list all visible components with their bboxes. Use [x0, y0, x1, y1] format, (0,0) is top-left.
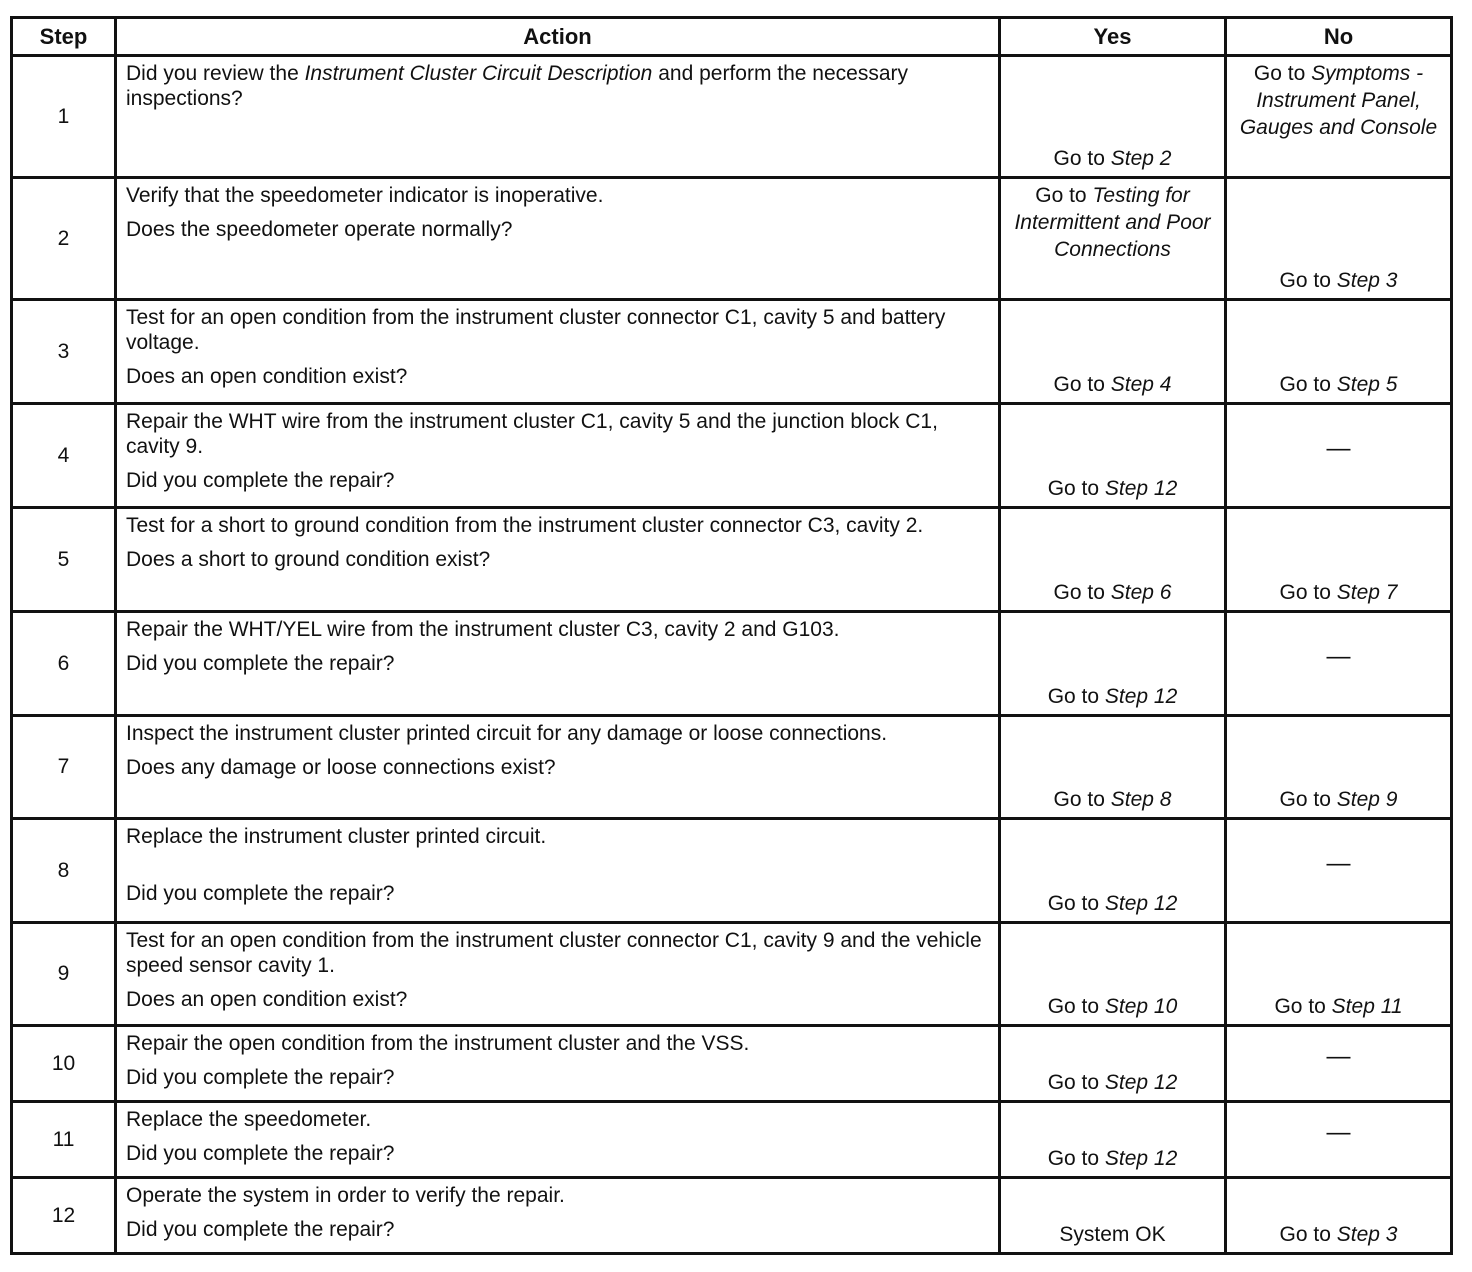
table-row: [12, 612, 1452, 716]
action-cell: [116, 300, 1000, 404]
no-step-link[interactable]: Step 5: [1336, 373, 1398, 396]
action-question: Did you complete the repair?: [126, 1218, 395, 1241]
no-cell: [1226, 819, 1452, 923]
diagnostic-table: [10, 16, 1453, 1255]
no-dash: —: [1326, 435, 1351, 462]
yes-step-link[interactable]: Step 12: [1104, 892, 1178, 915]
action-text: Operate the system in order to verify the repair.: [126, 1184, 565, 1207]
no-step-link[interactable]: Step 3: [1336, 1223, 1398, 1246]
yes-result: System OK: [1059, 1223, 1166, 1246]
step-number: 3: [12, 300, 116, 404]
yes-cell: Go to Step 8: [1000, 716, 1226, 819]
yes-step-link[interactable]: Step 6: [1110, 581, 1172, 604]
header-yes: Yes: [1000, 18, 1226, 56]
action-text: Test for an open condition from the instrument cluster connector C1, cavity 9 and the vehicle speed sensor cavity 1.: [126, 929, 982, 977]
action-question: Does any damage or loose connections exist?: [126, 756, 556, 779]
step-number: 8: [12, 819, 116, 923]
action-text: Repair the WHT/YEL wire from the instrument cluster C3, cavity 2 and G103.: [126, 618, 840, 641]
no-cell: Go to Step 9: [1226, 716, 1452, 819]
yes-cell: [1000, 1178, 1226, 1254]
step-number: 4: [12, 404, 116, 508]
table-row: [12, 923, 1452, 1026]
no-step-link[interactable]: Step 11: [1331, 995, 1403, 1018]
action-text: Did you review the Instrument Cluster Circuit Description and perform the necessary inspections?: [126, 62, 909, 110]
header-no: No: [1226, 18, 1452, 56]
table-row: [12, 56, 1452, 178]
no-cell: Go to Step 11: [1226, 923, 1452, 1026]
table-row: [12, 508, 1452, 612]
yes-cell: Go to Step 12: [1000, 404, 1226, 508]
yes-cell: Go to Step 12: [1000, 612, 1226, 716]
table-row: [12, 1178, 1452, 1254]
step-number: 1: [12, 56, 116, 178]
action-text: Repair the WHT wire from the instrument cluster C1, cavity 5 and the junction block C1, cavity 9.: [126, 410, 938, 458]
yes-step-link[interactable]: Step 4: [1110, 373, 1172, 396]
action-reference: Instrument Cluster Circuit Description: [304, 62, 653, 85]
yes-cell: Go to Step 12: [1000, 819, 1226, 923]
no-cell: [1226, 1102, 1452, 1178]
step-number: 9: [12, 923, 116, 1026]
step-number: 12: [12, 1178, 116, 1254]
action-cell: [116, 612, 1000, 716]
table-row: [12, 404, 1452, 508]
action-question: Did you complete the repair?: [126, 652, 395, 675]
action-cell: [116, 178, 1000, 300]
table-row: [12, 300, 1452, 404]
action-cell: [116, 716, 1000, 819]
action-text: Verify that the speedometer indicator is inoperative.: [126, 184, 604, 207]
no-cell: Go to Step 5: [1226, 300, 1452, 404]
action-cell: [116, 1102, 1000, 1178]
action-question: Did you complete the repair?: [126, 1142, 395, 1165]
header-step: Step: [12, 18, 116, 56]
table-row: [12, 819, 1452, 923]
no-cell: [1226, 612, 1452, 716]
step-number: 11: [12, 1102, 116, 1178]
action-text: Replace the speedometer.: [126, 1108, 372, 1131]
table-row: [12, 1026, 1452, 1102]
action-cell: [116, 508, 1000, 612]
no-dash: —: [1326, 1043, 1351, 1070]
no-step-link[interactable]: Step 9: [1336, 788, 1398, 811]
step-number: 5: [12, 508, 116, 612]
yes-cell: Go to Step 2: [1000, 56, 1226, 178]
action-question: Does an open condition exist?: [126, 988, 408, 1011]
action-cell: [116, 404, 1000, 508]
step-number: 2: [12, 178, 116, 300]
action-cell: [116, 1026, 1000, 1102]
action-cell: [116, 923, 1000, 1026]
table-row: [12, 178, 1452, 300]
yes-cell: Go to Testing for Intermittent and Poor Connections: [1000, 178, 1226, 300]
yes-cell: Go to Step 10: [1000, 923, 1226, 1026]
action-text: Replace the instrument cluster printed circuit.: [126, 825, 547, 848]
yes-cell: Go to Step 12: [1000, 1026, 1226, 1102]
no-dash: —: [1326, 643, 1351, 670]
no-step-link[interactable]: Step 7: [1336, 581, 1398, 604]
yes-step-link[interactable]: Step 12: [1104, 1071, 1178, 1094]
action-question: Does a short to ground condition exist?: [126, 548, 491, 571]
no-step-link[interactable]: Step 3: [1336, 269, 1398, 292]
yes-step-link[interactable]: Step 12: [1104, 1147, 1178, 1170]
action-question: Did you complete the repair?: [126, 469, 395, 492]
step-number: 6: [12, 612, 116, 716]
header-row: [12, 18, 1452, 56]
action-question: Did you complete the repair?: [126, 882, 395, 905]
no-cell: Go to Step 7: [1226, 508, 1452, 612]
action-text: Inspect the instrument cluster printed circuit for any damage or loose connections.: [126, 722, 888, 745]
action-question: Does the speedometer operate normally?: [126, 218, 513, 241]
no-cell: Go to Symptoms - Instrument Panel, Gauges and Console: [1226, 56, 1452, 178]
header-action: Action: [116, 18, 1000, 56]
no-cell: Go to Step 3: [1226, 1178, 1452, 1254]
yes-step-link[interactable]: Testing for Intermittent and Poor Connections: [1014, 184, 1211, 261]
yes-step-link[interactable]: Step 8: [1110, 788, 1172, 811]
yes-cell: Go to Step 6: [1000, 508, 1226, 612]
action-text: Test for a short to ground condition from the instrument cluster connector C3, cavity 2.: [126, 514, 924, 537]
no-dash: —: [1326, 850, 1351, 877]
action-question: Does an open condition exist?: [126, 365, 408, 388]
yes-step-link[interactable]: Step 12: [1104, 685, 1178, 708]
no-dash: —: [1326, 1119, 1351, 1146]
step-number: 7: [12, 716, 116, 819]
no-cell: [1226, 404, 1452, 508]
no-cell: [1226, 1026, 1452, 1102]
yes-cell: Go to Step 4: [1000, 300, 1226, 404]
action-text: Repair the open condition from the instrument cluster and the VSS.: [126, 1032, 750, 1055]
action-cell: [116, 819, 1000, 923]
action-cell: [116, 56, 1000, 178]
action-question: Did you complete the repair?: [126, 1066, 395, 1089]
yes-step-link[interactable]: Step 12: [1104, 477, 1178, 500]
no-step-link[interactable]: Symptoms - Instrument Panel, Gauges and Console: [1239, 62, 1438, 139]
table-row: [12, 716, 1452, 819]
table-row: [12, 1102, 1452, 1178]
yes-step-link[interactable]: Step 10: [1104, 995, 1178, 1018]
yes-step-link[interactable]: Step 2: [1110, 147, 1172, 170]
no-cell: Go to Step 3: [1226, 178, 1452, 300]
yes-cell: Go to Step 12: [1000, 1102, 1226, 1178]
action-text: Test for an open condition from the instrument cluster connector C1, cavity 5 and battery voltage.: [126, 306, 946, 354]
step-number: 10: [12, 1026, 116, 1102]
action-cell: [116, 1178, 1000, 1254]
